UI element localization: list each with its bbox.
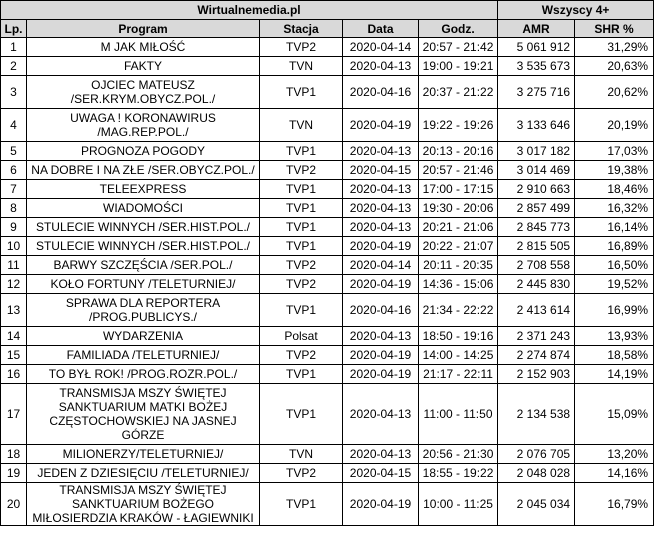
table-row	[1, 346, 654, 365]
cell-data: 2020-04-19	[343, 275, 419, 294]
cell-shr: 18,58%	[575, 346, 654, 365]
cell-stacja: TVP1	[260, 483, 343, 526]
cell-lp: 19	[1, 464, 27, 483]
cell-amr: 2 857 499	[498, 199, 575, 218]
cell-program: NA DOBRE I NA ZŁE /SER.OBYCZ.POL./	[27, 161, 260, 180]
cell-program: SPRAWA DLA REPORTERA /PROG.PUBLICYS./	[27, 294, 260, 327]
cell-data: 2020-04-13	[343, 57, 419, 76]
cell-data: 2020-04-19	[343, 483, 419, 526]
cell-program: WIADOMOŚCI	[27, 199, 260, 218]
cell-lp: 13	[1, 294, 27, 327]
cell-godz: 19:22 - 19:26	[419, 109, 498, 142]
cell-godz: 18:50 - 19:16	[419, 327, 498, 346]
cell-data: 2020-04-19	[343, 365, 419, 384]
cell-stacja: TVP2	[260, 346, 343, 365]
cell-amr: 2 413 614	[498, 294, 575, 327]
cell-program: TRANSMISJA MSZY ŚWIĘTEJ SANKTUARIUM MATKI BOŻEJ CZĘSTOCHOWSKIEJ NA JASNEJ GÓRZE	[27, 384, 260, 445]
cell-godz: 20:56 - 21:30	[419, 445, 498, 464]
table-row	[1, 218, 654, 237]
cell-lp: 20	[1, 483, 27, 526]
cell-shr: 31,29%	[575, 38, 654, 57]
table-row	[1, 483, 654, 526]
col-header-godz: Godz.	[419, 20, 498, 38]
cell-data: 2020-04-13	[343, 218, 419, 237]
cell-lp: 16	[1, 365, 27, 384]
cell-godz: 21:17 - 22:11	[419, 365, 498, 384]
cell-program: TELEEXPRESS	[27, 180, 260, 199]
table-row	[1, 161, 654, 180]
col-header-stacja: Stacja	[260, 20, 343, 38]
cell-program: UWAGA ! KORONAWIRUS /MAG.REP.POL./	[27, 109, 260, 142]
cell-program: JEDEN Z DZIESIĘCIU /TELETURNIEJ/	[27, 464, 260, 483]
cell-stacja: TVP2	[260, 161, 343, 180]
cell-stacja: TVP1	[260, 384, 343, 445]
cell-stacja: TVN	[260, 57, 343, 76]
table-row	[1, 275, 654, 294]
table-row	[1, 142, 654, 161]
cell-data: 2020-04-14	[343, 38, 419, 57]
cell-data: 2020-04-15	[343, 161, 419, 180]
cell-godz: 21:34 - 22:22	[419, 294, 498, 327]
table-row	[1, 294, 654, 327]
cell-shr: 20,63%	[575, 57, 654, 76]
cell-data: 2020-04-19	[343, 346, 419, 365]
cell-godz: 17:00 - 17:15	[419, 180, 498, 199]
col-header-amr: AMR	[498, 20, 575, 38]
cell-godz: 20:37 - 21:22	[419, 76, 498, 109]
cell-amr: 2 445 830	[498, 275, 575, 294]
cell-shr: 20,62%	[575, 76, 654, 109]
cell-godz: 19:30 - 20:06	[419, 199, 498, 218]
cell-stacja: TVP1	[260, 76, 343, 109]
cell-godz: 11:00 - 11:50	[419, 384, 498, 445]
cell-shr: 20,19%	[575, 109, 654, 142]
cell-shr: 18,46%	[575, 180, 654, 199]
cell-data: 2020-04-16	[343, 76, 419, 109]
cell-amr: 2 371 243	[498, 327, 575, 346]
cell-shr: 13,93%	[575, 327, 654, 346]
cell-stacja: TVP1	[260, 180, 343, 199]
cell-godz: 20:11 - 20:35	[419, 256, 498, 275]
cell-shr: 16,32%	[575, 199, 654, 218]
cell-amr: 3 535 673	[498, 57, 575, 76]
cell-lp: 10	[1, 237, 27, 256]
cell-lp: 7	[1, 180, 27, 199]
cell-data: 2020-04-13	[343, 199, 419, 218]
cell-lp: 3	[1, 76, 27, 109]
col-header-program: Program	[27, 20, 260, 38]
cell-stacja: TVP2	[260, 256, 343, 275]
cell-stacja: TVP1	[260, 142, 343, 161]
cell-godz: 20:22 - 21:07	[419, 237, 498, 256]
cell-data: 2020-04-16	[343, 294, 419, 327]
cell-stacja: TVP1	[260, 218, 343, 237]
cell-stacja: TVN	[260, 109, 343, 142]
cell-lp: 5	[1, 142, 27, 161]
cell-data: 2020-04-13	[343, 445, 419, 464]
cell-stacja: TVP2	[260, 275, 343, 294]
table-row	[1, 365, 654, 384]
cell-data: 2020-04-19	[343, 237, 419, 256]
cell-program: FAMILIADA /TELETURNIEJ/	[27, 346, 260, 365]
table-row	[1, 76, 654, 109]
cell-amr: 2 076 705	[498, 445, 575, 464]
table-row	[1, 38, 654, 57]
cell-program: BARWY SZCZĘŚCIA /SER.POL./	[27, 256, 260, 275]
cell-shr: 19,38%	[575, 161, 654, 180]
cell-shr: 15,09%	[575, 384, 654, 445]
cell-data: 2020-04-13	[343, 384, 419, 445]
cell-amr: 5 061 912	[498, 38, 575, 57]
cell-stacja: TVP1	[260, 237, 343, 256]
cell-shr: 16,89%	[575, 237, 654, 256]
cell-amr: 2 274 874	[498, 346, 575, 365]
table-row	[1, 199, 654, 218]
cell-program: PROGNOZA POGODY	[27, 142, 260, 161]
cell-godz: 20:57 - 21:46	[419, 161, 498, 180]
cell-stacja: TVP1	[260, 365, 343, 384]
cell-program: MILIONERZY/TELETURNIEJ/	[27, 445, 260, 464]
cell-lp: 17	[1, 384, 27, 445]
cell-lp: 9	[1, 218, 27, 237]
cell-shr: 14,16%	[575, 464, 654, 483]
cell-godz: 14:00 - 14:25	[419, 346, 498, 365]
cell-lp: 6	[1, 161, 27, 180]
cell-data: 2020-04-13	[343, 142, 419, 161]
cell-amr: 3 275 716	[498, 76, 575, 109]
cell-amr: 2 708 558	[498, 256, 575, 275]
cell-program: M JAK MIŁOŚĆ	[27, 38, 260, 57]
cell-shr: 17,03%	[575, 142, 654, 161]
table-row	[1, 57, 654, 76]
cell-lp: 8	[1, 199, 27, 218]
cell-program: STULECIE WINNYCH /SER.HIST.POL./	[27, 237, 260, 256]
cell-lp: 12	[1, 275, 27, 294]
cell-godz: 20:21 - 21:06	[419, 218, 498, 237]
cell-data: 2020-04-19	[343, 109, 419, 142]
cell-shr: 16,79%	[575, 483, 654, 526]
cell-stacja: TVP2	[260, 38, 343, 57]
cell-program: TO BYŁ ROK! /PROG.ROZR.POL./	[27, 365, 260, 384]
col-header-data: Data	[343, 20, 419, 38]
cell-lp: 2	[1, 57, 27, 76]
table-row	[1, 256, 654, 275]
cell-program: OJCIEC MATEUSZ /SER.KRYM.OBYCZ.POL./	[27, 76, 260, 109]
cell-stacja: Polsat	[260, 327, 343, 346]
cell-stacja: TVP1	[260, 294, 343, 327]
cell-stacja: TVN	[260, 445, 343, 464]
cell-godz: 10:00 - 11:25	[419, 483, 498, 526]
cell-shr: 13,20%	[575, 445, 654, 464]
table-row	[1, 237, 654, 256]
cell-shr: 16,99%	[575, 294, 654, 327]
cell-program: FAKTY	[27, 57, 260, 76]
cell-shr: 14,19%	[575, 365, 654, 384]
cell-godz: 18:55 - 19:22	[419, 464, 498, 483]
cell-amr: 2 045 034	[498, 483, 575, 526]
column-header-row	[1, 20, 654, 38]
cell-data: 2020-04-13	[343, 327, 419, 346]
cell-program: KOŁO FORTUNY /TELETURNIEJ/	[27, 275, 260, 294]
cell-amr: 2 134 538	[498, 384, 575, 445]
source-header: Wirtualnemedia.pl	[1, 1, 498, 20]
cell-amr: 2 152 903	[498, 365, 575, 384]
cell-amr: 2 845 773	[498, 218, 575, 237]
table-row	[1, 384, 654, 445]
col-header-shr: SHR %	[575, 20, 654, 38]
cell-godz: 19:00 - 19:21	[419, 57, 498, 76]
cell-program: STULECIE WINNYCH /SER.HIST.POL./	[27, 218, 260, 237]
audience-header: Wszyscy 4+	[498, 1, 654, 20]
cell-amr: 3 017 182	[498, 142, 575, 161]
cell-amr: 2 910 663	[498, 180, 575, 199]
table-row	[1, 464, 654, 483]
table-row	[1, 327, 654, 346]
table-row	[1, 109, 654, 142]
cell-shr: 19,52%	[575, 275, 654, 294]
cell-amr: 2 048 028	[498, 464, 575, 483]
col-header-lp: Lp.	[1, 20, 27, 38]
cell-godz: 20:57 - 21:42	[419, 38, 498, 57]
cell-lp: 4	[1, 109, 27, 142]
cell-lp: 14	[1, 327, 27, 346]
cell-amr: 2 815 505	[498, 237, 575, 256]
cell-data: 2020-04-15	[343, 464, 419, 483]
cell-program: TRANSMISJA MSZY ŚWIĘTEJ SANKTUARIUM BOŻEGO MIŁOSIERDZIA KRAKÓW - ŁAGIEWNIKI	[27, 483, 260, 526]
cell-data: 2020-04-14	[343, 256, 419, 275]
cell-lp: 18	[1, 445, 27, 464]
cell-stacja: TVP1	[260, 199, 343, 218]
header-band-row	[1, 1, 654, 20]
cell-program: WYDARZENIA	[27, 327, 260, 346]
cell-lp: 11	[1, 256, 27, 275]
table-row	[1, 445, 654, 464]
cell-lp: 1	[1, 38, 27, 57]
cell-amr: 3 014 469	[498, 161, 575, 180]
cell-amr: 3 133 646	[498, 109, 575, 142]
cell-lp: 15	[1, 346, 27, 365]
cell-shr: 16,14%	[575, 218, 654, 237]
table-row	[1, 180, 654, 199]
cell-data: 2020-04-13	[343, 180, 419, 199]
cell-shr: 16,50%	[575, 256, 654, 275]
cell-godz: 14:36 - 15:06	[419, 275, 498, 294]
table-body	[1, 38, 654, 526]
cell-stacja: TVP2	[260, 464, 343, 483]
cell-godz: 20:13 - 20:16	[419, 142, 498, 161]
